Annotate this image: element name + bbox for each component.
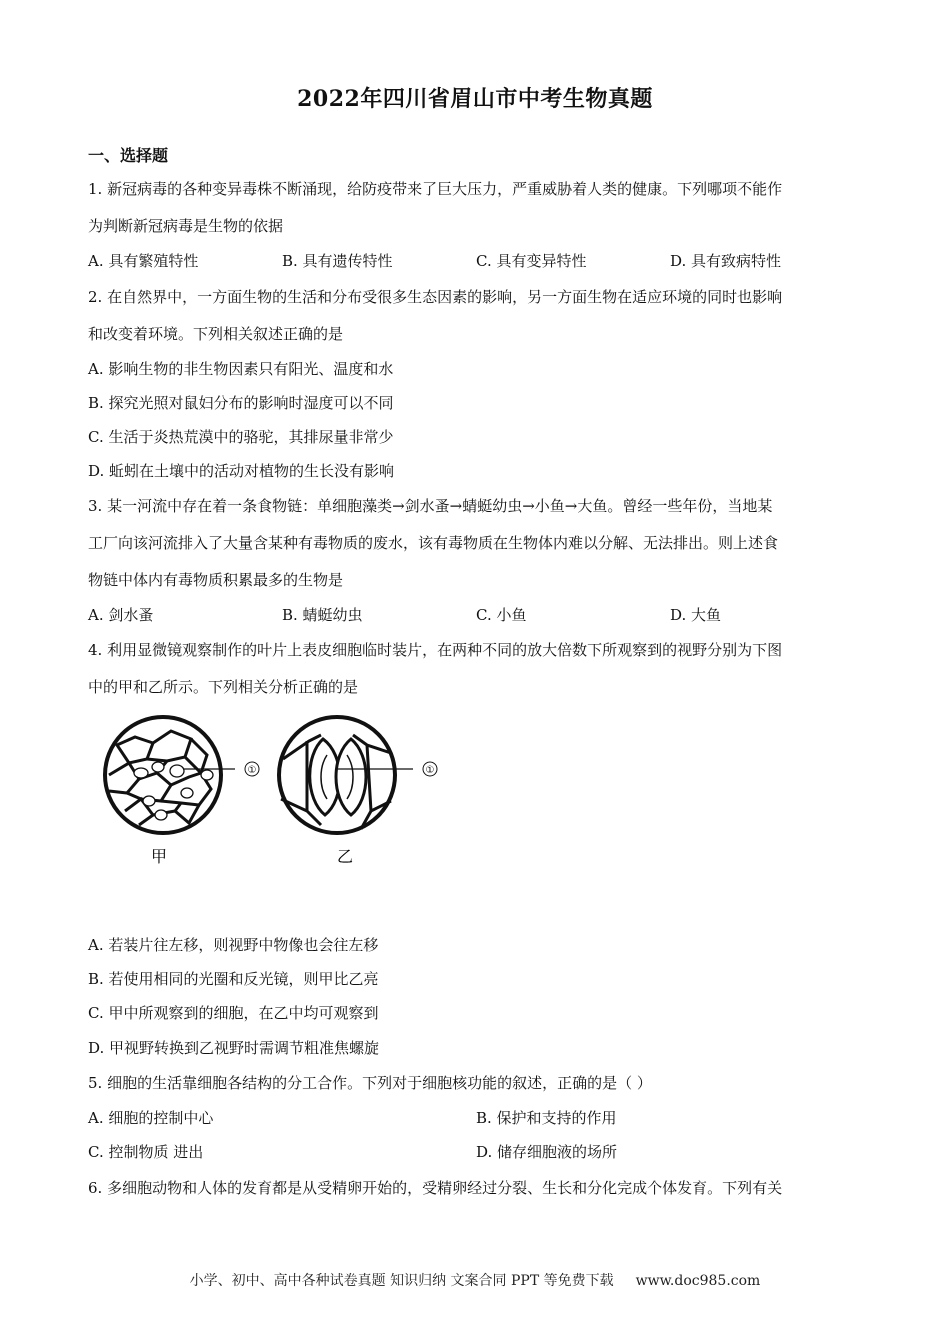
q2-stem-line1: 2. 在自然界中，一方面生物的生活和分布受很多生态因素的影响，另一方面生物在适应环境的同时也影响 [88, 288, 783, 306]
q4-option-a: A. 若装片往左移，则视野中物像也会往左移 [88, 936, 379, 954]
footer-url[interactable]: www.doc985.com [635, 1273, 761, 1289]
q4-option-d: D. 甲视野转换到乙视野时需调节粗准焦螺旋 [88, 1039, 380, 1057]
q2-stem-line2: 和改变着环境。下列相关叙述正确的是 [88, 325, 344, 343]
q1-option-b: B. 具有遗传特性 [282, 252, 393, 270]
q5-stem-line1: 5. 细胞的生活靠细胞各结构的分工合作。下列对于细胞核功能的叙述，正确的是（ ） [88, 1074, 652, 1092]
q5-option-a: A. 细胞的控制中心 [88, 1109, 214, 1127]
q4-stem-line1: 4. 利用显微镜观察制作的叶片上表皮细胞临时装片，在两种不同的放大倍数下所观察到的视野分别为下图 [88, 641, 783, 659]
q2-option-a: A. 影响生物的非生物因素只有阳光、温度和水 [88, 360, 394, 378]
label-jia: 甲 [150, 847, 168, 866]
q3-option-b: B. 蜻蜓幼虫 [282, 606, 363, 624]
q3-stem-line2: 工厂向该河流排入了大量含某种有毒物质的废水，该有毒物质在生物体内难以分解、无法排出。则上述食 [88, 534, 779, 552]
q1-option-d: D. 具有致病特性 [670, 252, 782, 270]
q3-stem-line1: 3. 某一河流中存在着一条食物链：单细胞藻类→剑水蚤→蜻蜓幼虫→小鱼→大鱼。曾经一些年份，当地某 [88, 497, 773, 515]
page-footer [0, 1270, 950, 1290]
q3-option-d: D. 大鱼 [670, 606, 722, 624]
footer-text: 小学、初中、高中各种试卷真题 知识归纳 文案合同 PPT 等免费下载 [189, 1273, 614, 1289]
view-jia [105, 717, 259, 866]
q2-option-d: D. 蚯蚓在土壤中的活动对植物的生长没有影响 [88, 462, 395, 480]
q5-option-d: D. 储存细胞液的场所 [476, 1143, 618, 1161]
q5-option-c: C. 控制物质 进出 [88, 1143, 204, 1161]
label-yi: 乙 [336, 847, 354, 866]
q1-option-a: A. 具有繁殖特性 [88, 252, 199, 270]
view-yi [279, 717, 437, 866]
q1-stem-line2: 为判断新冠病毒是生物的依据 [88, 217, 284, 235]
page-title: 2022年四川省眉山市中考生物真题 [297, 86, 653, 112]
yi-marker: ① [425, 765, 435, 776]
jia-marker: ① [247, 765, 257, 776]
q6-stem-line1: 6. 多细胞动物和人体的发育都是从受精卵开始的，受精卵经过分裂、生长和分化完成个体发育。下列有关 [88, 1179, 783, 1197]
q5-option-b: B. 保护和支持的作用 [476, 1109, 617, 1127]
q2-option-b: B. 探究光照对鼠妇分布的影响时湿度可以不同 [88, 394, 394, 412]
q4-stem-line2: 中的甲和乙所示。下列相关分析正确的是 [88, 678, 359, 696]
q1-stem-line1: 1. 新冠病毒的各种变异毒株不断涌现，给防疫带来了巨大压力，严重威胁着人类的健康。下列哪项不能作 [88, 180, 783, 198]
q1-option-c: C. 具有变异特性 [476, 252, 587, 270]
q3-option-a: A. 剑水蚤 [88, 606, 154, 624]
q4-option-b: B. 若使用相同的光圈和反光镜，则甲比乙亮 [88, 970, 379, 988]
q4-option-c: C. 甲中所观察到的细胞，在乙中均可观察到 [88, 1004, 379, 1022]
q2-option-c: C. 生活于炎热荒漠中的骆驼，其排尿量非常少 [88, 428, 394, 446]
microscope-figure [95, 715, 455, 875]
q3-option-c: C. 小鱼 [476, 606, 527, 624]
section-heading: 一、选择题 [88, 146, 169, 165]
q3-stem-line3: 物链中体内有毒物质积累最多的生物是 [88, 571, 344, 589]
